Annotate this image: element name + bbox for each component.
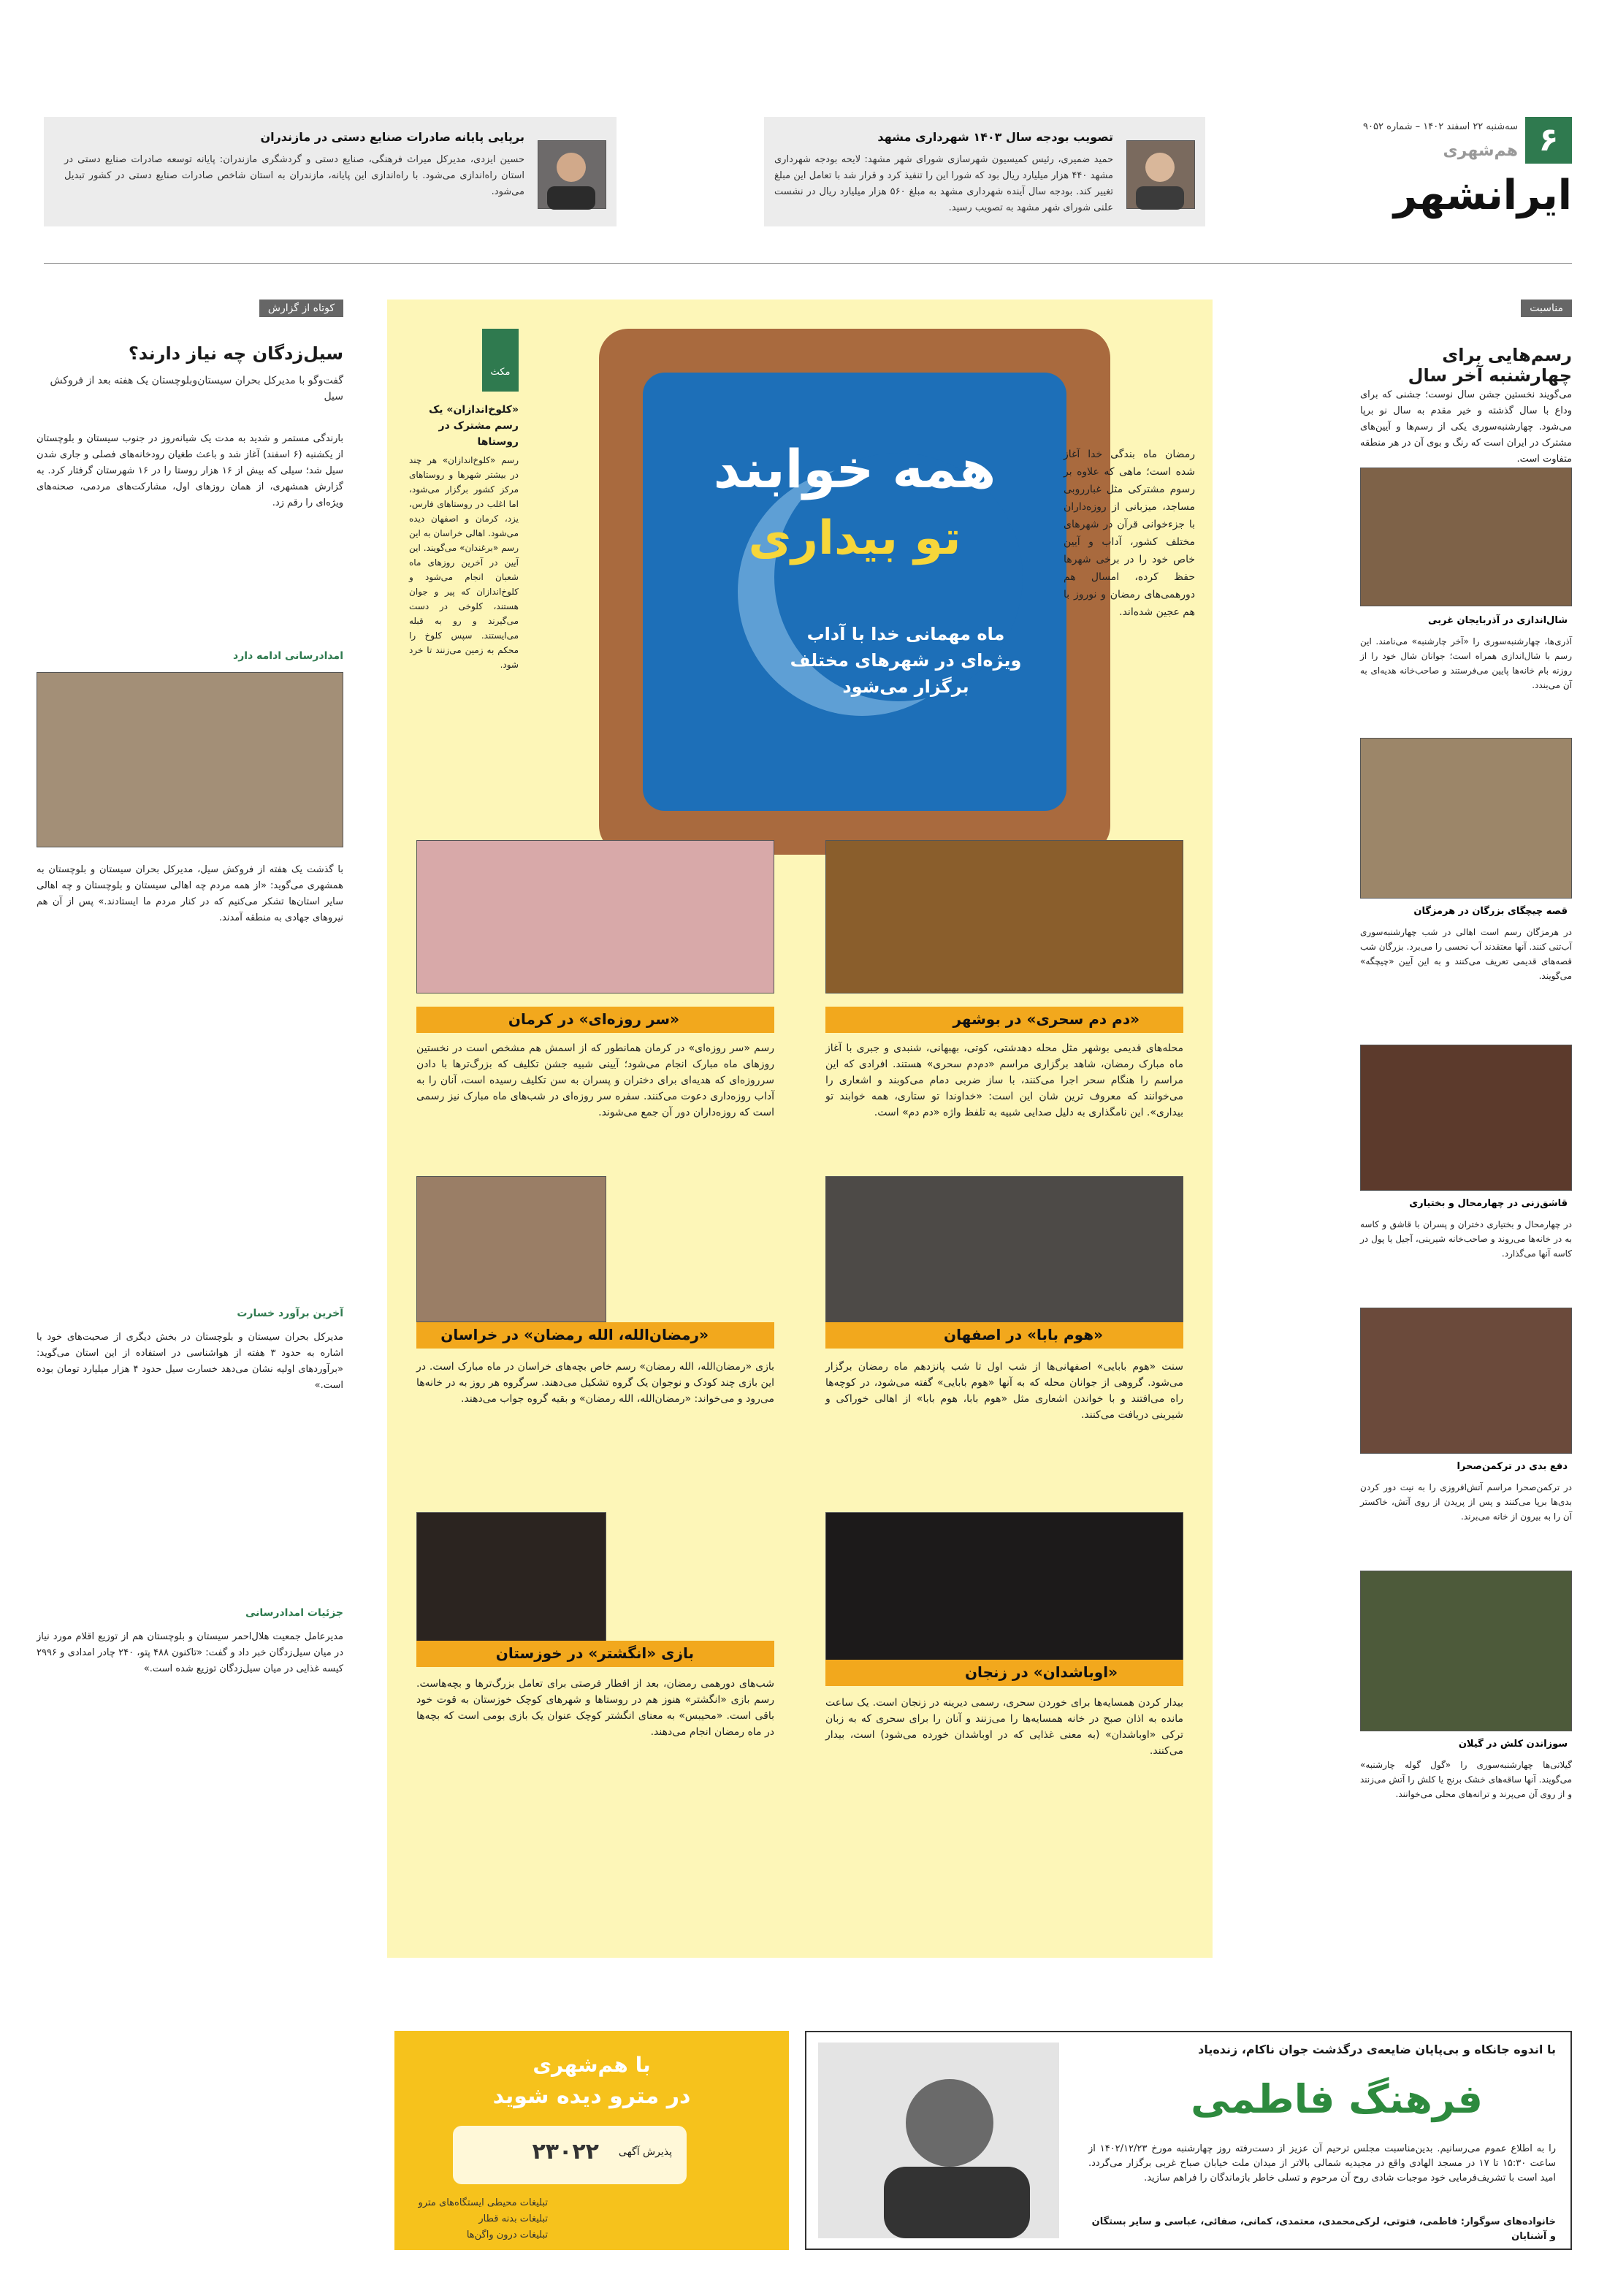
news-body-2: حسین ایزدی، مدیرکل میراث فرهنگی، صنایع دستی و گردشگری مازندران: پایانه توسعه صادرات صنایع دستی در استان راه‌اندازی می‌شود. با راه‌اندازی این پایانه، مازندران به استان شاخص صادرات صنایع دستی در کشور تبدیل می‌شود. [64, 154, 524, 197]
top-news-box-1 [764, 117, 1205, 226]
news-body-1: حمید ضمیری، رئیس کمیسیون شهرسازی شورای شهر مشهد: لایحه بودجه شهرداری مشهد ۴۴۰ هزار میلیارد ریال بود که شورا این را تنفیذ کرد و قرار شد با تعامل این مبلغ تغییر کند. بودجه سال آینده شهرداری مشهد به مبلغ ۵۶۰ هزار میلیارد ریال در نشست علنی شورای شهر مشهد به تصویب رسید. [774, 154, 1114, 213]
left-subtitle: گفت‌وگو با مدیرکل بحران سیستان‌وبلوچستان یک هفته بعد از فروکش سیل [50, 375, 343, 403]
metro-line-3: تبلیغات درون واگن‌ها [466, 2230, 548, 2240]
story-photo-2 [416, 840, 774, 993]
obituary-portrait [818, 2043, 1059, 2238]
metro-phone: ۲۳۰۲۲ [532, 2139, 599, 2165]
right-body-5: گیلانی‌ها چهارشنبه‌سوری را «گول گوله چارشنبه» می‌گویند. آنها ساقه‌های خشک برنج یا کلش را آتش می‌زنند و از روی آن می‌پرند و ترانه‌های محلی می‌خوانند. [1360, 1760, 1572, 1799]
story-title-4: «رمضان‌الله، الله رمضان» در خراسان [440, 1326, 709, 1343]
story-title-bar-5 [825, 1660, 1183, 1686]
story-body-5: بیدار کردن همسایه‌ها برای خوردن سحری، رسمی دیرینه در زنجان است. یک ساعت مانده به اذان صبح در خانه همسایه‌ها را می‌زنند و آنان را برای سحری که به زبان ترکی «اوباشدان» (به معنی غذایی که در اوباشدان خورده می‌شود) است، بیدار می‌کنند. [825, 1697, 1183, 1757]
story-title-bar-3 [825, 1322, 1183, 1349]
story-body-4: بازی «رمضان‌الله، الله رمضان» رسم خاص بچه‌های خراسان در ماه مبارک است. در این بازی چند کودک و نوجوان یک گروه تشکیل می‌دهند. سرگروه هر روز به در خانه‌ها می‌رود و می‌خواند: «رمضان‌الله، الله رمضان» و بقیه گروه جواب می‌دهند. [416, 1361, 774, 1405]
story-photo-5 [825, 1512, 1183, 1666]
obituary-box [805, 2031, 1572, 2250]
right-caption-3: قاشق‌زنی در چهارمحال و بختیاری [1405, 1195, 1572, 1212]
left-subhead-3: جزئیات امدادرسانی [245, 1607, 343, 1619]
right-caption-5: سوزاندن کلش در گیلان [1454, 1736, 1572, 1752]
obituary-footer: خانواده‌های سوگوار: فاطمی، فتوتی، لرکی‌محمدی، معتمدی، کمانی، صفائی، عباسی و سایر بستگان و آشنایان [1091, 2216, 1556, 2242]
left-body-3: مدیرکل بحران سیستان و بلوچستان در بخش دیگری از صحبت‌های خود با اشاره به حدود ۳ هفته از هواشناسی در استفاده از این استان می‌گوید: «برآوردهای اولیه نشان می‌دهد خسارت سیل حدود ۴ هزار میلیارد تومان بوده است.» [37, 1332, 344, 1391]
news-photo-1 [1126, 140, 1195, 209]
story-photo-1 [825, 840, 1183, 993]
feature-banner [599, 329, 1110, 855]
side-box [409, 329, 519, 752]
person-icon [537, 141, 606, 210]
banner-subtitle: ماه مهمانی خدا با آداب ویژه‌ای در شهرهای مختلف برگزار می‌شود [790, 624, 1022, 697]
right-caption-4: دفع بدی در ترکمن‌صحرا [1452, 1458, 1572, 1475]
masthead [1363, 117, 1572, 234]
right-photo-3 [1360, 1045, 1572, 1191]
date-line: سه‌شنبه ۲۲ اسفند ۱۴۰۲ – شماره ۹۰۵۲ [1363, 121, 1518, 132]
left-kicker: کوتاه از گزارش [259, 300, 343, 317]
side-tab-label: مکث [490, 367, 511, 378]
metro-phone-label: پذیرش آگهی [618, 2146, 672, 2158]
story-photo-3 [825, 1176, 1183, 1344]
left-subhead-1: امدادرسانی ادامه دارد [233, 650, 343, 662]
right-body-1: آذری‌ها، چهارشنبه‌سوری را «آخر چارشنبه» می‌نامند. این رسم با شال‌اندازی همراه است؛ جوانان شال خود را از روزنه بام خانه‌ها پایین می‌فرستند و صاحب‌خانه هدیه‌ای به آن می‌بندد. [1360, 636, 1572, 690]
news-title-2: برپایی پایانه صادرات صنایع دستی در مازندران [260, 130, 524, 144]
side-tab [482, 329, 519, 392]
section-logo: ایرانشهر [1393, 172, 1572, 219]
story-body-2: رسم «سر روزه‌ای» در کرمان همانطور که از اسمش هم مشخص است در نخستین روزهای ماه مبارک انجام می‌شود؛ آیینی شبیه جشن تکلیف که بزرگ‌ترها با دادن سرروزه‌ای که هدیه‌ای برای دختران و پسران به سن تکلیف رسیده است، آنان را به آداب روزه‌داری دعوت می‌کنند. سفره سر روزه‌ای در شب‌های ماه مبارک نیز رسمی است که روزه‌داران دور آن جمع می‌شوند. [416, 1042, 774, 1118]
right-photo-4 [1360, 1308, 1572, 1454]
left-body-1: بارندگی مستمر و شدید به مدت یک شبانه‌روز در جنوب سیستان و بلوچستان از یکشنبه (۶ اسفند) آغاز شد و باعث طغیان رودخانه‌های فصلی و جاری شدن سیل شد؛ سیلی که بیش از ۱۶ هزار روستا را در ۱۶ شهرستان گرفتار کرد. به گزارش همشهری، از همان روزهای اول، مشارکت‌های مردمی، صحنه‌های ویژه‌ای را رقم زد. [37, 433, 344, 508]
story-title-3: «هوم بابا» در اصفهان [944, 1326, 1103, 1343]
story-photo-6 [416, 1512, 606, 1644]
metro-line-2: تبلیغات بدنه قطار [478, 2213, 548, 2224]
obituary-name: فرهنگ فاطمی [1191, 2076, 1483, 2122]
feature-banner-inner [643, 373, 1066, 811]
right-column [1360, 300, 1572, 1958]
right-photo-2 [1360, 738, 1572, 899]
banner-title-2: تو بیداری [748, 511, 961, 565]
left-title: سیل‌زدگان چه نیاز دارند؟ [128, 343, 343, 364]
right-photo-5 [1360, 1571, 1572, 1731]
right-caption-1: شال‌اندازی در آذربایجان غربی [1424, 612, 1572, 629]
page-number-box [1525, 117, 1572, 164]
left-subhead-2: آخرین برآورد خسارت [237, 1308, 343, 1319]
story-title-5: «اوباشدان» در زنجان [964, 1663, 1118, 1681]
news-photo-2 [538, 140, 606, 209]
right-intro: می‌گویند نخستین جشن سال نوست؛ جشنی که برای وداع با سال گذشته و خیر مقدم به سال نو برپا می‌شود. چهارشنبه‌سوری یکی از رسم‌ها و آیین‌های مشترک در ایران است که رنگ و بوی آن در هر منطقه متفاوت است. [1360, 389, 1572, 465]
right-title: رسم‌هایی برای چهارشنبه آخر سال [1408, 345, 1572, 386]
left-photo [37, 672, 343, 847]
right-body-4: در ترکمن‌صحرا مراسم آتش‌افروزی را به نیت دور کردن بدی‌ها برپا می‌کنند و پس از پریدن از روی آتش، خاکستر آن را به بیرون از خانه می‌برند. [1360, 1482, 1572, 1522]
right-caption-2: قصه چیچگای بزرگان در هرمزگان [1409, 903, 1572, 920]
left-body-4: مدیرعامل جمعیت هلال‌احمر سیستان و بلوچستان هم از توزیع اقلام مورد نیاز در میان سیل‌زدگان خبر داد و گفت: «تاکنون ۴۸۸ پتو، ۲۴۰ چادر امدادی و ۲۹۹۶ کیسه غذایی در میان سیل‌زدگان توزیع شده است.» [37, 1631, 343, 1674]
portrait-icon [818, 2043, 1059, 2238]
right-photo-1 [1360, 468, 1572, 606]
story-title-bar-1 [825, 1007, 1183, 1033]
top-divider [44, 263, 1572, 264]
story-title-bar-2 [416, 1007, 774, 1033]
metro-phone-box [453, 2126, 687, 2184]
right-body-3: در چهارمحال و بختیاری دختران و پسران با قاشق و کاسه به در خانه‌ها می‌روند و صاحب‌خانه شیرینی، آجیل یا پول در کاسه آنها می‌گذارد. [1360, 1219, 1572, 1259]
feature-intro: رمضان ماه بندگی خدا آغاز شده است؛ ماهی که علاوه بر رسوم مشترکی مثل غبارروبی مساجد، میزبانی از روزه‌داران با جزء‌خوانی قرآن در شهرهای مختلف کشور، آداب و آیین خاص خود را در برخی شهرها حفظ کرده، امسال هم دورهمی‌های رمضان و نوروز با هم عجین شده‌اند. [1064, 449, 1195, 618]
brand-logo: هم‌شهری [1443, 142, 1518, 160]
metro-line-1: تبلیغات محیطی ایستگاه‌های مترو [418, 2197, 548, 2208]
right-body-2: در هرمزگان رسم است اهالی در شب چهارشنبه‌سوری آب‌تنی کنند. آنها معتقدند آب نحسی را می‌برد. بزرگان شب قصه‌های قدیمی تعریف می‌کنند و به این آیین «چیچگه» می‌گویند. [1360, 927, 1572, 981]
obituary-body: را به اطلاع عموم می‌رسانیم. بدین‌مناسبت مجلس ترحیم آن عزیز از دست‌رفته روز چهارشنبه مورخ ۱۴۰۲/۱۲/۲۳ از ساعت ۱۵:۳۰ تا ۱۷ در مسجد الهادی واقع در مجیدیه شمالی بالاتر از میدان ملت خیابان صباح غربی برگزار می‌گردد. امید است با تشریف‌فرمایی خود موجبات شادی روح آن مرحوم و تسلی خاطر بازماندگان را فراهم سازید. [1088, 2143, 1557, 2184]
side-body: رسم «کلوخ‌اندازان» هر چند در بیشتر شهرها و روستاهای مرکز کشور برگزار می‌شود، اما اغلب در روستاهای فارس، یزد، کرمان و اصفهان دیده می‌شود. اهالی خراسان به این رسم «برغندان» می‌گویند. این آیین در آخرین روزهای ماه شعبان انجام می‌شود و کلوخ‌اندازان که پیر و جوان هستند، کلوخی در دست می‌گیرند و رو به قبله می‌ایستند. سپس کلوخ را محکم به زمین می‌زنند تا خرد شود. [409, 455, 519, 670]
person-icon [1126, 141, 1194, 210]
top-news-box-2 [44, 117, 617, 226]
story-body-6: شب‌های دورهمی رمضان، بعد از افطار فرصتی برای تعامل بزرگ‌ترها و بچه‌هاست. رسم بازی «انگشتر» هنوز هم در روستاها و شهرهای کوچک خوزستان به قوت خود باقی است. «محیبس» به معنای انگشتر کوچک عنوان یک بازی بومی است که بچه‌ها در ماه رمضان انجام می‌دهند. [416, 1678, 774, 1738]
story-photo-4 [416, 1176, 606, 1322]
story-title-bar-4 [416, 1322, 774, 1349]
page-number: ۶ [1538, 121, 1559, 159]
right-kicker: مناسبت [1521, 300, 1572, 317]
banner-title-1: همه خوابند [713, 438, 996, 500]
left-body-2: با گذشت یک هفته از فروکش سیل، مدیرکل بحران سیستان و بلوچستان به همشهری می‌گوید: «از همه مردم چه اهالی سیستان و بلوچستان و چه اهالی سایر استان‌ها تشکر می‌کنیم که در کنار مردم ما ایستادند.» پس از آن هم نیروهای جهادی به منطقه آمدند. [37, 864, 343, 923]
story-title-1: «دم دم سحری» در بوشهر [953, 1010, 1140, 1028]
side-title: «کلوخ‌اندازان» یک رسم مشترک در روستاها [428, 404, 519, 448]
story-body-1: محله‌های قدیمی بوشهر مثل محله دهدشتی، کوتی، بهبهانی، شنبدی و جبری با آغاز ماه مبارک رمضان، شاهد برگزاری مراسم «دم‌دم سحری» هستند. افرادی که این مراسم را هنگام سحر اجرا می‌کنند، با ساز ضربی دمام می‌کوبند و اشعاری را می‌خوانند که معروف ترین شان این است: «خداوندا تو ستاری، همه خوابند تو بیداری». این نامگذاری به دلیل صدایی شبیه به تلفظ واژه «دم دم» است. [825, 1042, 1183, 1118]
metro-brand: با هم‌شهری [533, 2053, 651, 2077]
news-title-1: تصویب بودجه سال ۱۴۰۳ شهرداری مشهد [877, 130, 1113, 144]
obituary-header: با اندوه جانکاه و بی‌پایان ضایعه‌ی درگذشت جوان ناکام، زنده‌یاد [1198, 2043, 1556, 2056]
metro-ad [394, 2031, 789, 2250]
story-body-3: سنت «هوم بابایی» اصفهانی‌ها از شب اول تا شب پانزدهم ماه رمضان برگزار می‌شود. گروهی از جوانان محله که به آنها «هوم بابایی» گفته می‌شود، در کوچه‌ها راه می‌افتند و با خواندن اشعاری مثل «هوم بابا، هوم بابا» از اهالی خوراکی و شیرینی دریافت می‌کنند. [825, 1361, 1183, 1421]
left-column [37, 300, 343, 2265]
metro-headline: در مترو دیده شوید [492, 2083, 691, 2109]
story-title-6: بازی «انگشتر» در خوزستان [495, 1644, 694, 1662]
story-title-bar-6 [416, 1641, 774, 1667]
feature-panel [387, 300, 1213, 1958]
story-title-2: «سر روزه‌ای» در کرمان [508, 1010, 679, 1028]
